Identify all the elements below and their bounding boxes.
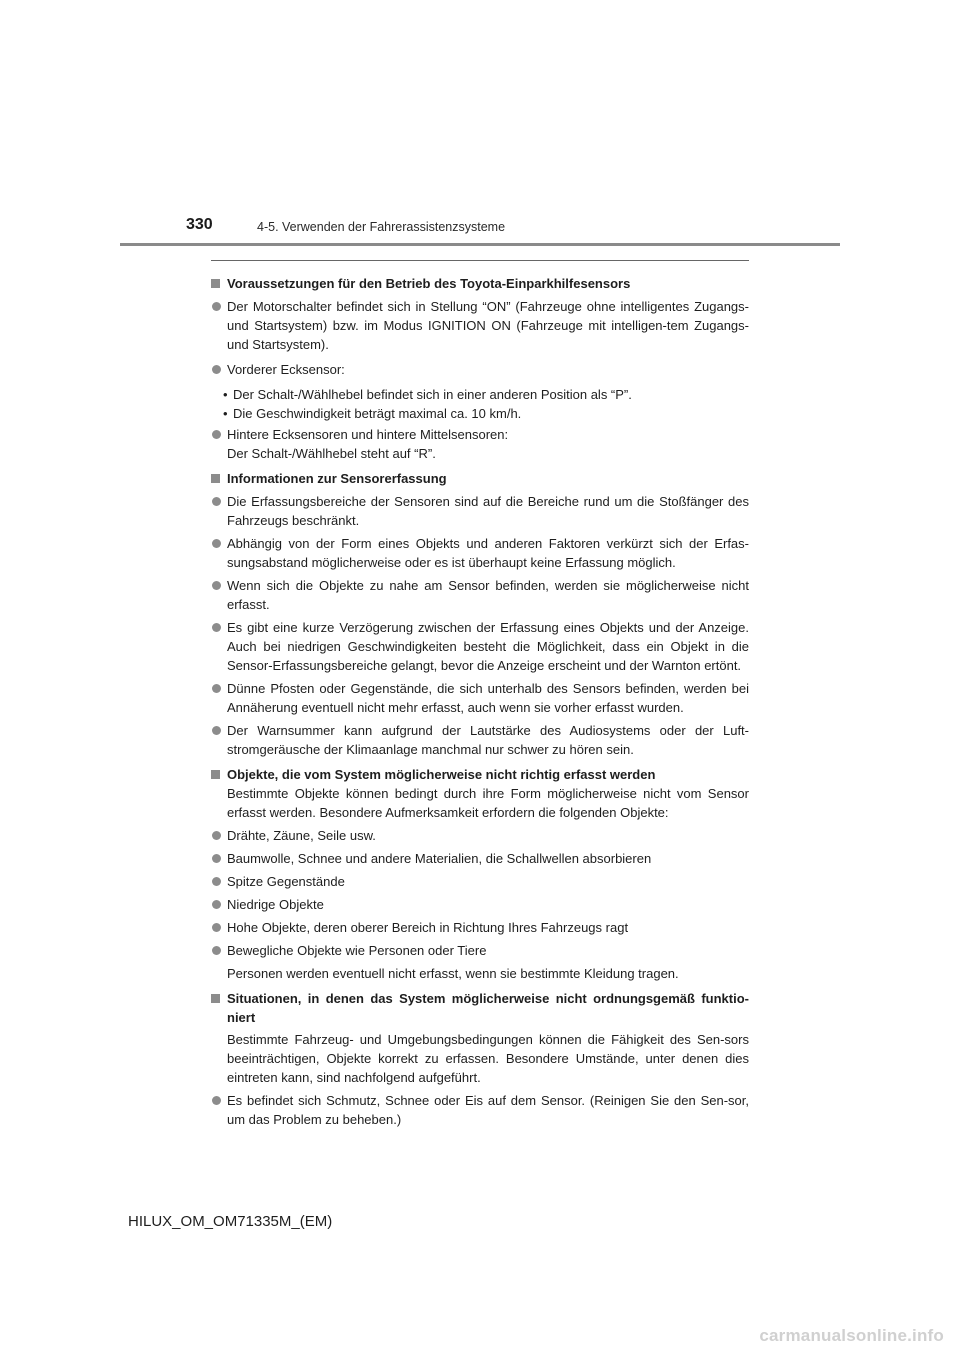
list-item bbox=[211, 941, 749, 960]
list-item-text: Vorderer Ecksensor: bbox=[227, 362, 345, 377]
list-item-text: Bewegliche Objekte wie Personen oder Tiere bbox=[227, 943, 487, 958]
round-bullet-icon bbox=[212, 365, 221, 374]
round-bullet-icon bbox=[212, 539, 221, 548]
list-item bbox=[211, 576, 749, 614]
sub-list-item bbox=[211, 404, 749, 423]
heading-text: Informationen zur Sensorerfassung bbox=[227, 471, 447, 486]
round-bullet-icon bbox=[212, 831, 221, 840]
section-title: 4-5. Verwenden der Fahrerassistenzsysteme bbox=[257, 220, 506, 234]
header-rule bbox=[120, 243, 840, 246]
round-bullet-icon bbox=[212, 923, 221, 932]
list-item bbox=[211, 492, 749, 530]
round-bullet-icon bbox=[212, 854, 221, 863]
list-item bbox=[211, 534, 749, 572]
round-bullet-icon bbox=[212, 581, 221, 590]
round-bullet-icon bbox=[212, 623, 221, 632]
content-rule bbox=[211, 260, 749, 261]
list-item-text: Baumwolle, Schnee und andere Materialien, die Schallwellen absorbieren bbox=[227, 851, 652, 866]
square-bullet-icon bbox=[211, 994, 220, 1003]
list-item bbox=[211, 918, 749, 937]
list-item bbox=[211, 826, 749, 845]
round-bullet-icon bbox=[212, 1096, 221, 1105]
sub-list-item-text: Der Schalt-/Wählhebel befindet sich in einer anderen Position als “P”. bbox=[233, 387, 632, 402]
page-number: 330 bbox=[186, 216, 213, 233]
heading-text: Voraussetzungen für den Betrieb des Toyota-Einparkhilfesensors bbox=[227, 276, 631, 291]
paragraph: Personen werden eventuell nicht erfasst, wenn sie bestimmte Kleidung tragen. bbox=[227, 966, 679, 981]
list-item bbox=[211, 872, 749, 891]
square-bullet-icon bbox=[211, 770, 220, 779]
sub-bullet-icon: • bbox=[223, 406, 228, 421]
list-item-text: Der Motorschalter befindet sich in Stellung “ON” (Fahrzeuge ohne intelligentes Zugangs- und Startsystem) bzw. im Modus IGNITION ON (Fahrzeuge mit intelligen-tem Zugangs- und Startsystem). bbox=[227, 299, 749, 352]
list-item-text: Die Erfassungsbereiche der Sensoren sind auf die Bereiche rund um die Stoßfänger des Fahrzeugs beschränkt. bbox=[227, 494, 749, 528]
heading-undetected-objects bbox=[211, 765, 749, 784]
document-body bbox=[211, 268, 749, 1129]
square-bullet-icon bbox=[211, 474, 220, 483]
list-item-text: Wenn sich die Objekte zu nahe am Sensor befinden, werden sie möglicherweise nicht erfasst. bbox=[227, 578, 749, 612]
list-item bbox=[211, 425, 749, 463]
heading-sensor-detection bbox=[211, 469, 749, 488]
list-item-text: Drähte, Zäune, Seile usw. bbox=[227, 828, 376, 843]
round-bullet-icon bbox=[212, 946, 221, 955]
sub-list-item-text: Die Geschwindigkeit beträgt maximal ca. 10 km/h. bbox=[233, 406, 522, 421]
list-item bbox=[211, 721, 749, 759]
sub-list-item bbox=[211, 385, 749, 404]
list-item-text: Dünne Pfosten oder Gegenstände, die sich unterhalb des Sensors befinden, werden bei Annäherung eventuell nicht mehr erfasst, auch wenn sie vorher erfasst wurden. bbox=[227, 681, 749, 715]
list-item-text: Hintere Ecksensoren und hintere Mittelsensoren: bbox=[227, 427, 509, 442]
list-item bbox=[211, 297, 749, 354]
paragraph: Bestimmte Objekte können bedingt durch ihre Form möglicherweise nicht vom Sensor erfasst werden. Besondere Aufmerksamkeit erfordern die folgenden Objekte: bbox=[227, 786, 749, 820]
list-item-text: Niedrige Objekte bbox=[227, 897, 324, 912]
round-bullet-icon bbox=[212, 497, 221, 506]
watermark: carmanualsonline.info bbox=[759, 1326, 944, 1345]
list-item bbox=[211, 618, 749, 675]
list-item-text: Spitze Gegenstände bbox=[227, 874, 345, 889]
round-bullet-icon bbox=[212, 726, 221, 735]
round-bullet-icon bbox=[212, 877, 221, 886]
heading-text: Situationen, in denen das System möglicherweise nicht ordnungsgemäß funktio-niert bbox=[227, 991, 749, 1025]
round-bullet-icon bbox=[212, 900, 221, 909]
heading-requirements bbox=[211, 274, 749, 293]
list-item-text: Der Schalt-/Wählhebel steht auf “R”. bbox=[227, 446, 436, 461]
list-item-text: Es gibt eine kurze Verzögerung zwischen der Erfassung eines Objekts und der Anzeige. Auch bei niedrigen Geschwindigkeiten besteht die Möglichkeit, dass ein Objekt in die Sensor-Erfassungsbereiche gelangt, bevor die Anzeige erscheint und der Warnton ertönt. bbox=[227, 620, 749, 673]
round-bullet-icon bbox=[212, 684, 221, 693]
list-item bbox=[211, 895, 749, 914]
heading-text: Objekte, die vom System möglicherweise nicht richtig erfasst werden bbox=[227, 767, 656, 782]
list-item bbox=[211, 849, 749, 868]
list-item-text: Es befindet sich Schmutz, Schnee oder Eis auf dem Sensor. (Reinigen Sie den Sen-sor, um das Problem zu beheben.) bbox=[227, 1093, 749, 1127]
document-code: HILUX_OM_OM71335M_(EM) bbox=[128, 1213, 333, 1230]
paragraph: Bestimmte Fahrzeug- und Umgebungsbedingungen können die Fähigkeit des Sen-sors beeinträchtigen, Objekte korrekt zu erfassen. Besondere Umstände, unter denen dies eintreten kann, sind nachfolgend aufgeführt. bbox=[227, 1032, 749, 1085]
heading-malfunction-situations bbox=[211, 989, 749, 1027]
list-item bbox=[211, 1091, 749, 1129]
list-item-text: Abhängig von der Form eines Objekts und anderen Faktoren verkürzt sich der Erfas-sungsabstand möglicherweise oder es ist überhaupt keine Erfassung möglich. bbox=[227, 536, 749, 570]
list-item bbox=[211, 360, 749, 379]
square-bullet-icon bbox=[211, 279, 220, 288]
round-bullet-icon bbox=[212, 430, 221, 439]
list-item-text: Der Warnsummer kann aufgrund der Lautstärke des Audiosystems oder der Luft-stromgeräusche der Klimaanlage manchmal nur schwer zu hören sein. bbox=[227, 723, 749, 757]
round-bullet-icon bbox=[212, 302, 221, 311]
list-item bbox=[211, 679, 749, 717]
sub-bullet-icon: • bbox=[223, 387, 228, 402]
list-item-text: Hohe Objekte, deren oberer Bereich in Richtung Ihres Fahrzeugs ragt bbox=[227, 920, 629, 935]
